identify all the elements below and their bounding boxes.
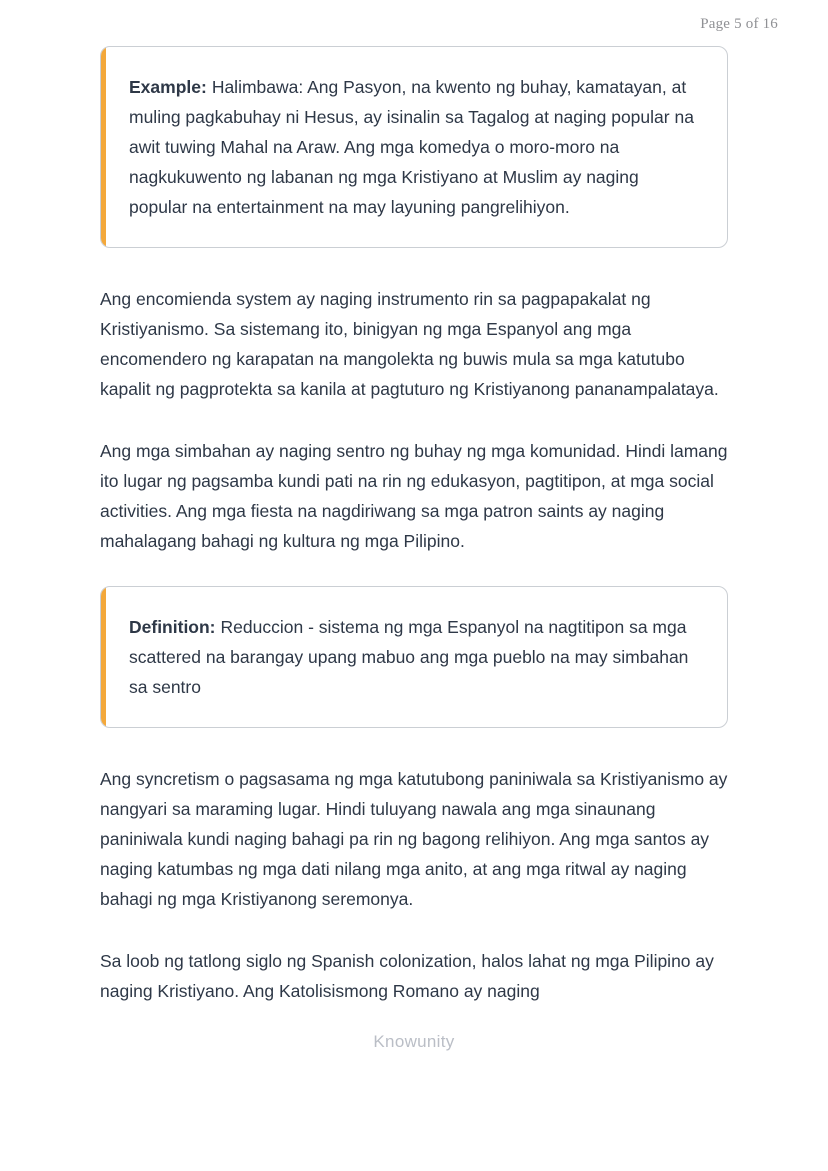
- paragraph-encomienda: Ang encomienda system ay naging instrumento rin sa pagpapakalat ng Kristiyanismo. Sa sistemang ito, binigyan ng mga Espanyol ang mga encomendero ng karapatan na mangolekta ng buwis mula sa mga katutubo kapalit ng pagprotekta sa kanila at pagtuturo ng Kristiyanong pananampalataya.: [100, 289, 719, 399]
- callout-accent-bar: [101, 47, 106, 247]
- paragraph-simbahan: Ang mga simbahan ay naging sentro ng buhay ng mga komunidad. Hindi lamang ito lugar ng pagsamba kundi pati na rin ng edukasyon, pagtitipon, at mga social activities. Ang mga fiesta na nagdiriwang sa mga patron saints ay naging mahalagang bahagi ng kultura ng mga Pilipino.: [100, 441, 728, 551]
- example-callout-body: Halimbawa: Ang Pasyon, na kwento ng buhay, kamatayan, at muling pagkabuhay ni Hesus, ay isinalin sa Tagalog at naging popular na awit tuwing Mahal na Araw. Ang mga komedya o moro-moro na nagkukuwento ng labanan ng mga Kristiyano at Muslim ay naging popular na entertainment na may layuning pangrelihiyon.: [129, 77, 694, 217]
- example-callout-box: [100, 46, 728, 248]
- knowunity-watermark: Knowunity: [373, 1032, 455, 1051]
- definition-callout-label: Definition:: [129, 617, 216, 637]
- callout-accent-bar: [101, 587, 106, 727]
- paragraph-syncretism: Ang syncretism o pagsasama ng mga katutubong paniniwala sa Kristiyanismo ay nangyari sa maraming lugar. Hindi tuluyang nawala ang mga sinaunang paniniwala kundi naging bahagi pa rin ng bagong relihiyon. Ang mga santos ay naging katumbas ng mga dati nilang mga anito, at ang mga ritwal ay naging bahagi ng mga Kristiyanong seremonya.: [100, 769, 728, 909]
- definition-callout-text: [129, 612, 697, 702]
- definition-callout-body: Reduccion - sistema ng mga Espanyol na nagtitipon sa mga scattered na barangay upang mabuo ang mga pueblo na may simbahan sa sentro: [129, 617, 689, 697]
- example-callout-text: [129, 72, 697, 222]
- definition-callout-box: [100, 586, 728, 728]
- paragraph-colonization: Sa loob ng tatlong siglo ng Spanish colonization, halos lahat ng mga Pilipino ay naging Kristiyano. Ang Katolisismong Romano ay naging: [100, 951, 714, 1001]
- page-indicator: Page 5 of 16: [700, 16, 778, 32]
- page-content: [100, 46, 728, 1006]
- example-callout-label: Example:: [129, 77, 207, 97]
